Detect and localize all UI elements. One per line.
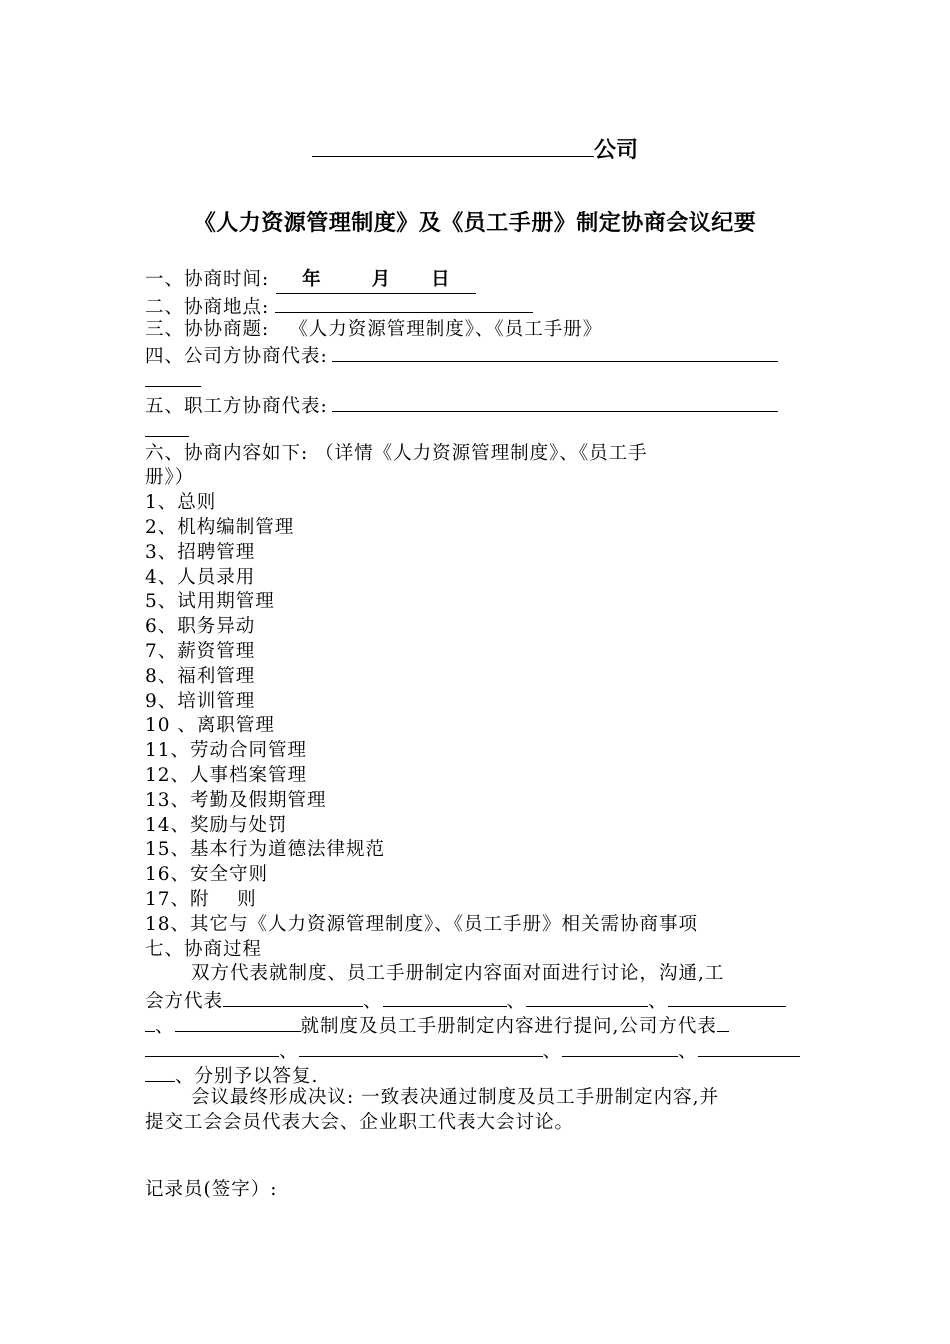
items-list	[145, 491, 817, 937]
company-rep-blank-a-cont	[145, 1037, 279, 1057]
process-p1-line5	[145, 1062, 817, 1087]
company-rep-blank-d-cont	[145, 1062, 175, 1082]
list-item: 9、培训管理	[145, 690, 256, 712]
list-item: 8、福利管理	[145, 665, 256, 687]
company-rep-blank	[332, 342, 778, 362]
staff-rep-blank-2	[145, 417, 189, 437]
topic-label: 三、协协商题:	[145, 318, 270, 340]
place-field	[145, 293, 817, 318]
union-rep-blank-1	[223, 987, 363, 1007]
union-rep-blank-2	[383, 987, 507, 1007]
content-label-1: 六、协商内容如下: （详情《人力资源管理制度》、《员工手	[145, 442, 648, 464]
company-rep-blank-d	[698, 1037, 800, 1057]
list-item: 14、奖励与处罚	[145, 814, 288, 836]
recorder-label: 记录员(签字）:	[145, 1178, 278, 1200]
date-blank	[276, 268, 476, 294]
company-heading	[0, 133, 950, 167]
topic-field	[145, 318, 817, 343]
company-rep-blank-c	[562, 1037, 678, 1057]
document-body	[145, 268, 817, 1203]
staff-rep-label: 五、职工方协商代表:	[145, 395, 328, 417]
sep: 、	[678, 1040, 698, 1062]
process-p1-line2	[145, 987, 817, 1012]
time-label: 一、协商时间:	[145, 269, 270, 290]
company-rep-blank-b	[299, 1037, 543, 1057]
company-name-blank	[312, 134, 594, 157]
sep: 、	[363, 991, 383, 1013]
company-rep-blank-cont	[145, 367, 817, 392]
document-title: 《人力资源管理制度》及《员工手册》制定协商会议纪要	[193, 210, 757, 236]
list-item: 5、试用期管理	[145, 591, 275, 613]
list-item: 12、人事档案管理	[145, 764, 308, 786]
list-item: 18、其它与《人力资源管理制度》、《员工手册》相关需协商事项	[145, 913, 699, 935]
union-rep-blank-3	[526, 987, 648, 1007]
company-rep-blank-2	[145, 367, 201, 387]
process-mid-text: 就制度及员工手册制定内容进行提问,公司方代表	[300, 1015, 717, 1037]
company-rep-blank-a	[717, 1012, 729, 1032]
list-item: 1、总则	[145, 492, 217, 514]
sep: 、	[542, 1040, 563, 1062]
sep: 、	[506, 991, 527, 1013]
list-item: 2、机构编制管理	[145, 516, 295, 538]
union-rep-blank-4-cont	[145, 1012, 155, 1032]
process-p1-line3	[145, 1012, 817, 1037]
sep: 、	[155, 1015, 175, 1037]
list-item: 13、考勤及假期管理	[145, 789, 327, 811]
spacer	[145, 1136, 817, 1178]
sep: 、	[648, 991, 668, 1013]
list-item: 16、安全守则	[145, 864, 269, 886]
staff-rep-field	[145, 392, 817, 417]
company-suffix: 公司	[593, 137, 638, 163]
list-item: 17、附 则	[145, 888, 257, 910]
process-p1-line1: 双方代表就制度、员工手册制定内容面对面进行讨论，沟通,工	[191, 963, 725, 985]
staff-rep-blank	[332, 392, 778, 412]
process-p1-line4	[145, 1037, 817, 1062]
list-item: 15、基本行为道德法律规范	[145, 839, 386, 861]
list-item: 11、劳动合同管理	[145, 740, 308, 762]
list-item: 3、招聘管理	[145, 541, 256, 563]
company-rep-field	[145, 342, 817, 367]
process-end-text: 、分别予以答复.	[175, 1065, 319, 1087]
staff-rep-blank-cont	[145, 417, 817, 442]
year-label: 年	[302, 269, 322, 290]
process-label: 七、协商过程	[145, 938, 263, 960]
time-field	[145, 268, 817, 293]
union-rep-blank-5	[175, 1012, 301, 1032]
list-item: 7、薪资管理	[145, 640, 256, 662]
process-p2-line2: 提交工会会员代表大会、企业职工代表大会讨论。	[145, 1112, 575, 1134]
month-label: 月	[371, 269, 392, 290]
topic-value: 《人力资源管理制度》、《员工手册》	[289, 318, 603, 340]
list-item: 10 、离职管理	[145, 715, 275, 737]
union-rep-blank-4	[668, 987, 786, 1007]
day-label: 日	[431, 269, 451, 290]
place-label: 二、协商地点:	[145, 296, 270, 318]
union-rep-prefix: 会方代表	[145, 991, 224, 1013]
sep: 、	[279, 1040, 299, 1062]
list-item: 4、人员录用	[145, 566, 256, 588]
company-rep-label: 四、公司方协商代表:	[145, 346, 328, 368]
place-blank	[275, 293, 533, 313]
content-label-2: 册》）	[145, 467, 195, 489]
list-item: 6、职务异动	[145, 616, 256, 638]
process-p2-line1: 会议最终形成决议: 一致表决通过制度及员工手册制定内容,并	[191, 1087, 719, 1109]
